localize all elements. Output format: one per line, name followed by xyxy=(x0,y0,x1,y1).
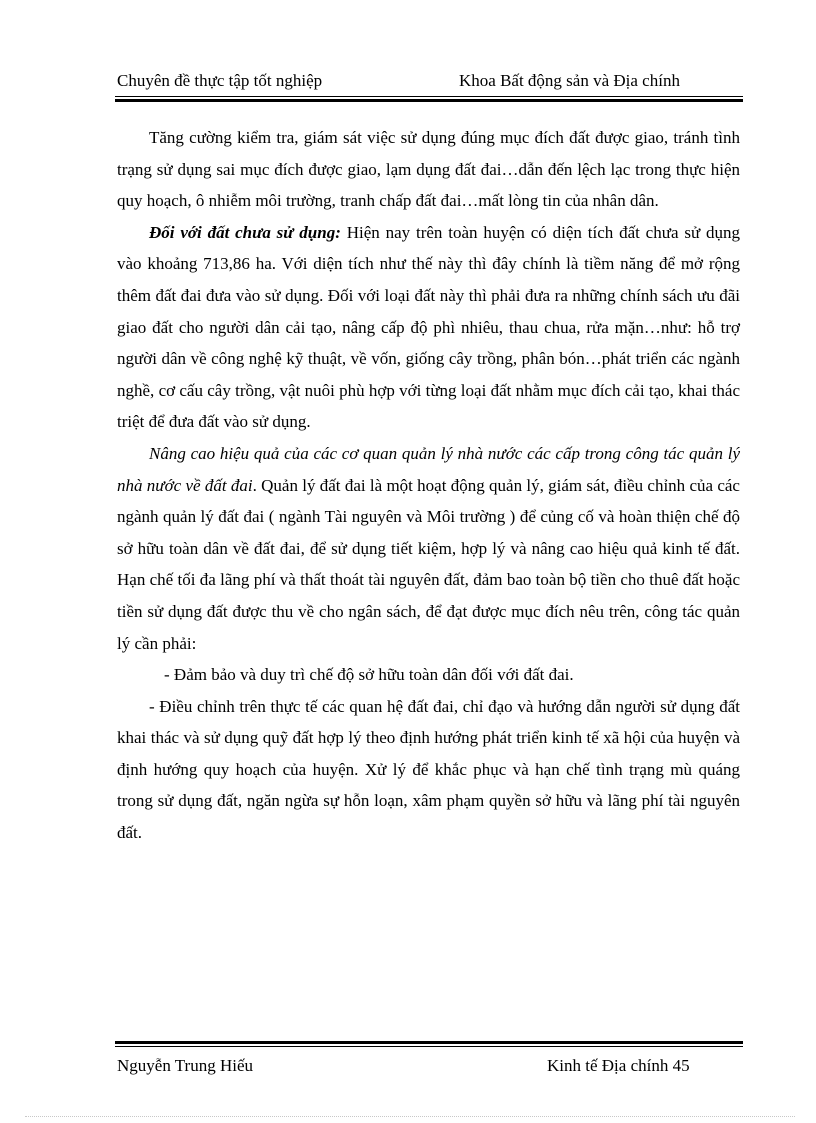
list-item-ownership: - Đảm bảo và duy trì chế độ sở hữu toàn dân đối với đất đai. xyxy=(164,665,574,685)
footer-author: Nguyễn Trung Hiếu xyxy=(117,1056,254,1075)
list-item-adjustment: - Điều chỉnh trên thực tế các quan hệ đất đai, chỉ đạo và hướng dẫn người sử dụng đất khai thác và sử dụng quỹ đất hợp lý theo định hướng phát triển kinh tế xã hội của huyện và định hướng quy hoạch của huyện. Xử lý để khắc phục và hạn chế tình trạng mù quáng trong sử dụng đất, ngăn ngừa sự hỗn loạn, xâm phạm quyền sở hữu và lãng phí tài nguyên đất. xyxy=(117,696,740,843)
paragraph-inspection: Tăng cường kiểm tra, giám sát việc sử dụng đúng mục đích đất được giao, tránh tình trạng sử dụng sai mục đích được giao, lạm dụng đất đai…dẫn đến lệch lạc trong thực hiện quy hoạch, ô nhiễm môi trường, tranh chấp đất đai…mất lòng tin của nhân dân. xyxy=(117,128,740,211)
body-text xyxy=(117,122,740,849)
page-header xyxy=(117,70,742,92)
footer-class: Kinh tế Địa chính 45 xyxy=(547,1056,690,1075)
footer-rule-thin xyxy=(115,1046,743,1047)
paragraph-management xyxy=(117,438,740,659)
header-rule-thick xyxy=(115,99,743,102)
unused-land-text: Hiện nay trên toàn huyện có diện tích đất chưa sử dụng vào khoảng 713,86 ha. Với diện tích như thế này thì đây chính là tiềm năng để mở rộng thêm đất đai đưa vào sử dụng. Đối với loại đất này thì phải đưa ra những chính sách ưu đãi giao đất cho người dân cải tạo, nâng cấp độ phì nhiêu, thau chua, rửa mặn…như: hỗ trợ người dân về công nghệ kỹ thuật, về vốn, giống cây trồng, phân bón…phát triển các ngành nghề, cơ cấu cây trồng, vật nuôi phù hợp với từng loại đất nhằm mục đích cải tạo, khai thác triệt để đưa đất vào sử dụng. xyxy=(117,222,740,432)
footer-rule-thick xyxy=(115,1041,743,1044)
page-footer xyxy=(117,1055,742,1077)
paragraph-unused-land xyxy=(117,217,740,438)
management-heading: Nâng cao hiệu quả của các cơ quan quản lý nhà nước các cấp trong công tác quản lý nhà nước về đất đai xyxy=(117,443,740,495)
management-text: . Quản lý đất đai là một hoạt động quản lý, giám sát, điều chỉnh của các ngành quản lý đất đai ( ngành Tài nguyên và Môi trường ) để củng cố và hoàn thiện chế độ sở hữu toàn dân về đất đai, để sử dụng tiết kiệm, hợp lý và nâng cao hiệu quả kinh tế đất. Hạn chế tối đa lãng phí và thất thoát tài nguyên đất, đảm bao toàn bộ tiền cho thuê đất hoặc tiền sử dụng đất được thu về cho ngân sách, để đạt được mục đích nêu trên, công tác quản lý cần phải: xyxy=(117,475,740,653)
header-report-title: Chuyên đề thực tập tốt nghiệp xyxy=(117,71,323,90)
unused-land-heading: Đối với đất chưa sử dụng: xyxy=(149,222,341,242)
header-rule-thin xyxy=(115,96,743,97)
page-edge-divider xyxy=(25,1116,795,1117)
header-faculty: Khoa Bất động sản và Địa chính xyxy=(459,71,680,90)
